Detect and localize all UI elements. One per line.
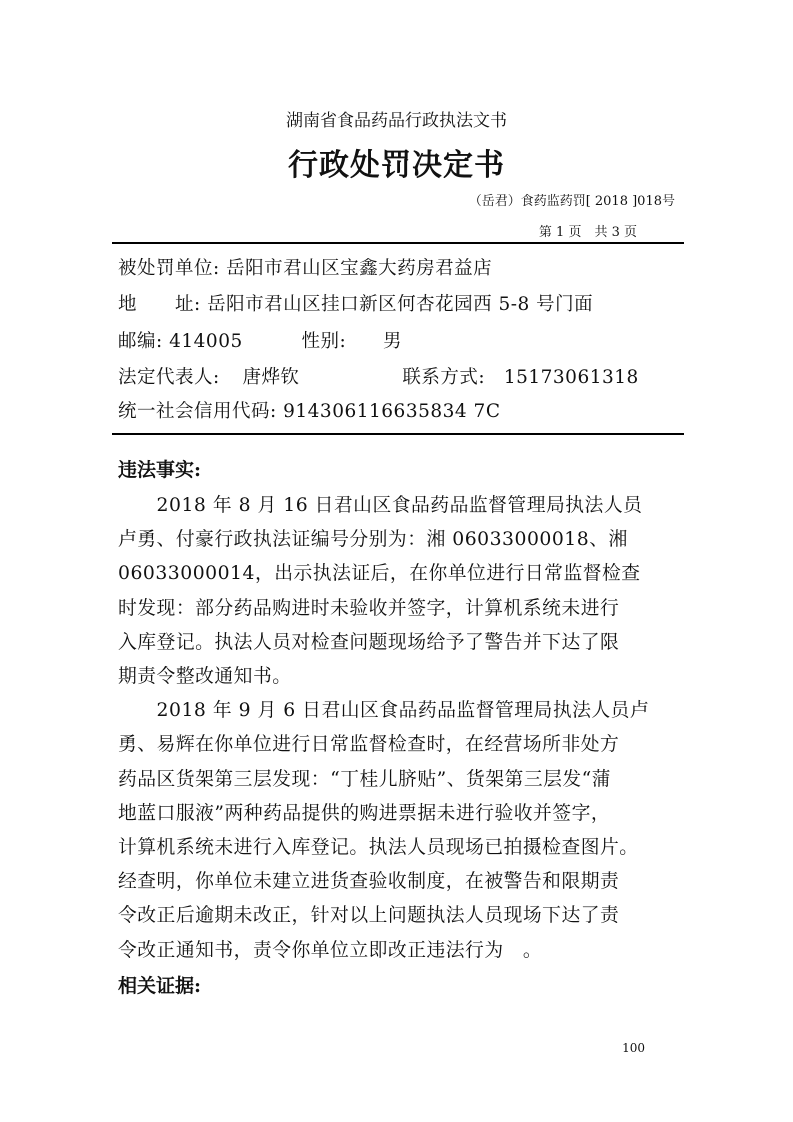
bottom-divider	[112, 433, 684, 435]
facts-line: 令改正通知书，责令你单位立即改正违法行为 。	[118, 939, 543, 961]
top-divider	[112, 242, 684, 244]
document-subtitle: 湖南省食品药品行政执法文书	[286, 111, 507, 131]
facts-line: 地蓝口服液”两种药品提供的购进票据未进行验收并签字，	[118, 802, 611, 824]
evidence-heading: 相关证据:	[118, 974, 202, 997]
facts-line: 期责令整改通知书。	[118, 666, 292, 687]
postcode-label: 邮编:	[118, 331, 163, 352]
address-row	[118, 290, 593, 316]
penalized-unit-row	[118, 254, 492, 280]
document-number: （岳君）食药监药罚[ 2018 ]018号	[468, 194, 675, 209]
facts-line: 药品区货架第三层发现：“丁桂儿脐贴”、货架第三层发“蒲	[118, 768, 612, 790]
gender-value: 男	[383, 331, 403, 352]
gender-label: 性别:	[301, 331, 347, 352]
penalized-unit-label: 被处罚单位:	[118, 258, 220, 279]
facts-line: 卢勇、付豪行政执法证编号分别为：湘 06033000018、湘	[118, 529, 628, 551]
facts-heading: 违法事实:	[118, 459, 202, 481]
address-label: 地 址:	[118, 294, 201, 315]
postcode-gender-row	[118, 327, 402, 353]
page-info: 第 1 页 共 3 页	[538, 225, 637, 240]
facts-line: 经查明，你单位未建立进货查验收制度，在被警告和限期责	[118, 871, 620, 893]
representative-value: 唐烨钦	[242, 367, 300, 388]
postcode-value: 414005	[169, 331, 243, 352]
representative-label: 法定代表人:	[118, 367, 220, 388]
facts-line: 入库登记。执法人员对检查问题现场给予了警告并下达了限	[118, 631, 620, 653]
facts-line: 勇、易辉在你单位进行日常监督检查时，在经营场所非处方	[118, 734, 620, 756]
facts-line: 计算机系统未进行入库登记。执法人员现场已拍摄检查图片。	[118, 837, 639, 858]
penalized-unit-value: 岳阳市君山区宝鑫大药房君益店	[226, 258, 493, 279]
facts-line: 令改正后逾期未改正，针对以上问题执法人员现场下达了责	[118, 905, 620, 927]
facts-line: 2018 年 8 月 16 日君山区食品药品监督管理局执法人员	[118, 495, 643, 516]
facts-line: 时发现：部分药品购进时未验收并签字，计算机系统未进行	[118, 597, 620, 619]
credit-code-label: 统一社会信用代码:	[118, 401, 277, 422]
address-value: 岳阳市君山区挂口新区何杏花园西 5-8 号门面	[207, 294, 594, 315]
representative-row	[118, 363, 639, 389]
credit-code-row	[118, 397, 501, 423]
facts-line: 2018 年 9 月 6 日君山区食品药品监督管理局执法人员卢	[118, 700, 650, 722]
contact-label: 联系方式:	[402, 367, 486, 388]
contact-value: 15173061318	[503, 367, 639, 388]
document-title: 行政处罚决定书	[288, 148, 505, 183]
page-number: 100	[622, 1041, 645, 1055]
facts-line: 06033000014，出示执法证后，在你单位进行日常监督检查	[118, 563, 641, 585]
credit-code-value: 914306116635834 7C	[283, 401, 501, 422]
